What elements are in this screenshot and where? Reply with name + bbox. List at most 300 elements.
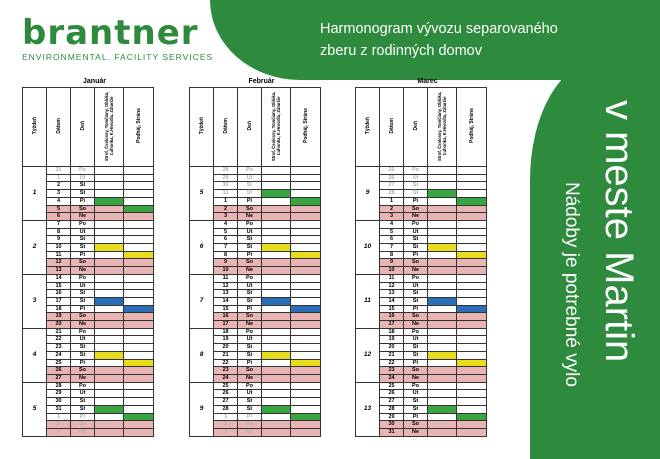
pickup-area-2 [124, 205, 154, 213]
day-cell: Po [238, 382, 262, 390]
date-cell: 2 [214, 421, 238, 429]
pickup-area-1 [428, 182, 457, 190]
date-cell: 26 [47, 367, 71, 375]
day-cell: Št [238, 244, 262, 252]
day-cell: Št [71, 244, 95, 252]
week-number: 9 [356, 167, 380, 221]
calendar-table [22, 87, 154, 437]
day-cell: Št [71, 351, 95, 359]
week-number: 7 [190, 274, 214, 328]
pickup-area-2 [291, 213, 321, 221]
column-day: Deň [71, 88, 95, 167]
day-cell: Ne [71, 374, 95, 382]
month-name: Február [248, 78, 275, 85]
week-number: 2 [23, 220, 47, 274]
day-cell: Ut [404, 174, 428, 182]
pickup-area-1 [262, 228, 291, 236]
day-cell: Po [404, 274, 428, 282]
date-cell: 15 [380, 305, 404, 313]
pickup-area-2 [457, 313, 487, 321]
day-cell: Ne [71, 428, 95, 436]
pickup-area-2 [457, 297, 487, 305]
date-cell: 7 [380, 244, 404, 252]
pickup-area-2 [457, 282, 487, 290]
date-cell: 30 [380, 421, 404, 429]
day-cell: Po [71, 382, 95, 390]
pickup-area-1 [262, 382, 291, 390]
pickup-area-1 [95, 305, 124, 313]
pickup-area-1 [428, 421, 457, 429]
date-cell: 31 [380, 428, 404, 436]
pickup-area-1 [95, 359, 124, 367]
date-cell: 4 [380, 220, 404, 228]
date-cell: 14 [380, 297, 404, 305]
pickup-area-1 [428, 244, 457, 252]
date-cell: 3 [214, 428, 238, 436]
column-date: Dátum [380, 88, 404, 167]
day-cell: Št [71, 405, 95, 413]
date-cell: 13 [380, 290, 404, 298]
pickup-area-1 [428, 267, 457, 275]
date-cell: 14 [47, 274, 71, 282]
date-cell: 26 [214, 390, 238, 398]
table-row [190, 274, 321, 282]
day-cell: Pi [238, 251, 262, 259]
day-cell: Pi [71, 359, 95, 367]
pickup-area-1 [95, 398, 124, 406]
pickup-area-2 [124, 182, 154, 190]
pickup-area-2 [457, 351, 487, 359]
date-cell: 15 [47, 282, 71, 290]
day-cell: Ut [404, 228, 428, 236]
month-name: Január [83, 78, 106, 85]
date-cell: 6 [47, 213, 71, 221]
day-cell: Po [404, 167, 428, 175]
title-line-1: Harmonogram vývozu separovaného [320, 21, 558, 37]
day-cell: Št [71, 297, 95, 305]
pickup-area-2 [457, 213, 487, 221]
day-cell: So [238, 205, 262, 213]
date-cell: 3 [47, 428, 71, 436]
calendar-table [189, 87, 321, 437]
day-cell: Št [238, 297, 262, 305]
date-cell: 8 [380, 251, 404, 259]
day-cell: Po [238, 274, 262, 282]
pickup-area-2 [124, 282, 154, 290]
day-cell: Št [404, 297, 428, 305]
pickup-area-2 [291, 344, 321, 352]
pickup-area-2 [291, 321, 321, 329]
pickup-area-1 [428, 336, 457, 344]
logo-tagline: ENVIRONMENTAL. FACILITY SERVICES [22, 52, 214, 62]
date-cell: 6 [380, 236, 404, 244]
pickup-area-2 [124, 274, 154, 282]
day-cell: Ut [71, 336, 95, 344]
day-cell: Pi [71, 305, 95, 313]
pickup-area-2 [124, 174, 154, 182]
pickup-area-2 [124, 251, 154, 259]
date-cell: 3 [214, 213, 238, 221]
pickup-area-2 [457, 428, 487, 436]
date-cell: 27 [47, 374, 71, 382]
pickup-area-2 [291, 190, 321, 198]
pickup-area-1 [262, 351, 291, 359]
date-cell: 29 [380, 413, 404, 421]
pickup-area-1 [428, 413, 457, 421]
pickup-area-2 [124, 297, 154, 305]
pickup-area-1 [95, 274, 124, 282]
pickup-area-2 [457, 205, 487, 213]
city-title: v meste Martin [597, 100, 641, 363]
date-cell: 17 [380, 321, 404, 329]
pickup-area-2 [291, 228, 321, 236]
pickup-area-2 [457, 182, 487, 190]
pickup-area-2 [291, 328, 321, 336]
day-cell: Ne [71, 267, 95, 275]
date-cell: 5 [214, 228, 238, 236]
day-cell: Po [71, 274, 95, 282]
day-cell: St [238, 398, 262, 406]
column-day: Deň [404, 88, 428, 167]
pickup-area-2 [124, 190, 154, 198]
pickup-area-2 [124, 382, 154, 390]
date-cell: 20 [47, 321, 71, 329]
day-cell: St [238, 344, 262, 352]
day-cell: Pi [238, 197, 262, 205]
week-number: 6 [190, 220, 214, 274]
pickup-area-2 [291, 351, 321, 359]
table-row [23, 274, 154, 282]
pickup-area-1 [428, 313, 457, 321]
pickup-area-1 [95, 382, 124, 390]
pickup-area-1 [262, 282, 291, 290]
page-title [320, 18, 620, 62]
date-cell: 11 [47, 251, 71, 259]
date-cell: 25 [380, 167, 404, 175]
pickup-area-1 [428, 197, 457, 205]
pickup-area-1 [95, 336, 124, 344]
pickup-area-1 [262, 190, 291, 198]
day-cell: Po [71, 220, 95, 228]
pickup-area-1 [262, 236, 291, 244]
day-cell: Št [71, 190, 95, 198]
pickup-area-1 [95, 282, 124, 290]
pickup-area-2 [124, 290, 154, 298]
pickup-area-1 [428, 220, 457, 228]
pickup-area-2 [457, 382, 487, 390]
date-cell: 26 [380, 390, 404, 398]
pickup-area-1 [95, 328, 124, 336]
week-number: 10 [356, 220, 380, 274]
pickup-area-2 [291, 282, 321, 290]
pickup-area-1 [262, 313, 291, 321]
pickup-area-2 [291, 428, 321, 436]
pickup-area-2 [457, 398, 487, 406]
pickup-area-2 [291, 274, 321, 282]
day-cell: Ne [238, 321, 262, 329]
pickup-area-2 [457, 390, 487, 398]
date-cell: 10 [380, 267, 404, 275]
column-day: Deň [238, 88, 262, 167]
pickup-area-2 [457, 328, 487, 336]
date-cell: 29 [214, 174, 238, 182]
date-cell: 5 [47, 205, 71, 213]
date-cell: 4 [47, 197, 71, 205]
day-cell: Št [404, 244, 428, 252]
date-cell: 13 [214, 290, 238, 298]
pickup-area-1 [262, 290, 291, 298]
pickup-area-1 [262, 182, 291, 190]
date-cell: 13 [47, 267, 71, 275]
pickup-area-1 [428, 205, 457, 213]
pickup-area-2 [457, 220, 487, 228]
day-cell: So [71, 205, 95, 213]
pickup-area-2 [291, 167, 321, 175]
date-cell: 6 [214, 236, 238, 244]
pickup-area-1 [428, 274, 457, 282]
date-cell: 30 [214, 182, 238, 190]
date-cell: 25 [214, 382, 238, 390]
pickup-area-1 [262, 328, 291, 336]
date-cell: 22 [380, 359, 404, 367]
day-cell: Ut [238, 336, 262, 344]
pickup-area-1 [95, 182, 124, 190]
pickup-area-1 [428, 405, 457, 413]
day-cell: Ne [404, 267, 428, 275]
day-cell: Pi [238, 359, 262, 367]
pickup-area-1 [95, 205, 124, 213]
column-area-2: Podháj, Stráne [291, 88, 321, 167]
date-cell: 3 [47, 190, 71, 198]
pickup-area-2 [457, 174, 487, 182]
pickup-area-2 [124, 344, 154, 352]
day-cell: So [404, 205, 428, 213]
pickup-area-2 [291, 305, 321, 313]
pickup-area-2 [291, 290, 321, 298]
pickup-area-2 [124, 197, 154, 205]
day-cell: Ne [404, 428, 428, 436]
pickup-area-2 [291, 367, 321, 375]
day-cell: Po [71, 328, 95, 336]
day-cell: Pi [404, 359, 428, 367]
day-cell: Ut [238, 282, 262, 290]
date-cell: 11 [380, 274, 404, 282]
date-cell: 23 [380, 367, 404, 375]
pickup-area-1 [428, 174, 457, 182]
pickup-area-2 [124, 220, 154, 228]
table-row [190, 328, 321, 336]
pickup-area-1 [428, 382, 457, 390]
pickup-area-1 [262, 374, 291, 382]
pickup-area-2 [291, 382, 321, 390]
pickup-area-1 [262, 428, 291, 436]
date-cell: 10 [47, 244, 71, 252]
pickup-area-2 [291, 297, 321, 305]
day-cell: Po [238, 167, 262, 175]
day-cell: So [238, 367, 262, 375]
day-cell: Št [404, 351, 428, 359]
pickup-area-1 [428, 167, 457, 175]
pickup-area-1 [95, 313, 124, 321]
pickup-area-1 [428, 297, 457, 305]
date-cell: 26 [380, 174, 404, 182]
day-cell: Pi [404, 251, 428, 259]
logo-name: brantner [22, 13, 199, 53]
day-cell: Št [238, 351, 262, 359]
pickup-area-2 [124, 374, 154, 382]
pickup-area-2 [457, 228, 487, 236]
week-number: 3 [23, 274, 47, 328]
date-cell: 27 [380, 182, 404, 190]
date-cell: 8 [214, 251, 238, 259]
date-cell: 8 [47, 228, 71, 236]
day-cell: So [71, 313, 95, 321]
pickup-area-2 [457, 413, 487, 421]
date-cell: 11 [214, 274, 238, 282]
pickup-area-2 [457, 290, 487, 298]
date-cell: 1 [214, 413, 238, 421]
pickup-area-2 [291, 413, 321, 421]
pickup-area-2 [124, 236, 154, 244]
table-row [23, 328, 154, 336]
week-number: 13 [356, 382, 380, 436]
date-cell: 23 [47, 344, 71, 352]
pickup-area-1 [262, 390, 291, 398]
pickup-area-2 [291, 182, 321, 190]
column-area-1: Strof, Čsolossy, Tomčiany, Oblúka, Ľuhonka, K.Hnezdla, Záturčie [262, 88, 291, 167]
pickup-area-1 [95, 190, 124, 198]
day-cell: St [238, 182, 262, 190]
date-cell: 16 [214, 313, 238, 321]
date-cell: 22 [47, 336, 71, 344]
column-week: Týždeň [23, 88, 47, 167]
pickup-area-1 [262, 244, 291, 252]
day-cell: St [71, 344, 95, 352]
pickup-area-2 [291, 374, 321, 382]
date-cell: 18 [380, 328, 404, 336]
pickup-area-2 [124, 405, 154, 413]
day-cell: Pi [404, 197, 428, 205]
date-cell: 19 [47, 313, 71, 321]
pickup-area-1 [95, 428, 124, 436]
day-cell: Ut [238, 390, 262, 398]
pickup-area-1 [95, 290, 124, 298]
week-number: 12 [356, 328, 380, 382]
date-cell: 21 [214, 351, 238, 359]
pickup-area-2 [124, 421, 154, 429]
pickup-area-1 [262, 297, 291, 305]
week-number: 9 [190, 382, 214, 436]
pickup-area-2 [291, 359, 321, 367]
pickup-area-1 [95, 367, 124, 375]
pickup-area-2 [291, 267, 321, 275]
day-cell: Ut [71, 390, 95, 398]
day-cell: Št [238, 190, 262, 198]
pickup-area-1 [262, 305, 291, 313]
pickup-area-2 [124, 367, 154, 375]
day-cell: St [71, 236, 95, 244]
pickup-area-2 [124, 213, 154, 221]
date-cell: 23 [214, 367, 238, 375]
pickup-area-1 [428, 351, 457, 359]
pickup-area-1 [262, 220, 291, 228]
date-cell: 28 [380, 190, 404, 198]
date-cell: 22 [214, 359, 238, 367]
pickup-area-2 [124, 428, 154, 436]
pickup-area-1 [95, 374, 124, 382]
day-cell: So [71, 259, 95, 267]
pickup-area-2 [124, 336, 154, 344]
pickup-area-2 [457, 367, 487, 375]
day-cell: Ne [238, 213, 262, 221]
pickup-area-1 [262, 167, 291, 175]
pickup-area-1 [95, 167, 124, 175]
date-cell: 5 [380, 228, 404, 236]
day-cell: So [238, 259, 262, 267]
table-row [190, 220, 321, 228]
date-cell: 19 [380, 336, 404, 344]
pickup-area-2 [291, 236, 321, 244]
day-cell: Ut [404, 336, 428, 344]
pickup-area-1 [95, 267, 124, 275]
date-cell: 31 [47, 405, 71, 413]
date-cell: 2 [214, 205, 238, 213]
pickup-area-1 [428, 367, 457, 375]
day-cell: So [238, 421, 262, 429]
date-cell: 10 [214, 267, 238, 275]
pickup-area-2 [291, 421, 321, 429]
pickup-area-2 [457, 421, 487, 429]
pickup-area-1 [95, 244, 124, 252]
pickup-area-1 [428, 290, 457, 298]
date-cell: 12 [380, 282, 404, 290]
day-cell: Št [404, 190, 428, 198]
pickup-area-2 [124, 359, 154, 367]
pickup-area-2 [291, 398, 321, 406]
table-row [23, 220, 154, 228]
pickup-area-1 [428, 236, 457, 244]
table-row [190, 167, 321, 175]
date-cell: 16 [47, 290, 71, 298]
day-cell: Pi [238, 413, 262, 421]
week-number: 5 [190, 167, 214, 221]
pickup-area-1 [95, 236, 124, 244]
date-cell: 27 [214, 398, 238, 406]
day-cell: Ne [238, 428, 262, 436]
side-note: Nádoby je potrebné vylo [561, 182, 582, 387]
day-cell: St [71, 182, 95, 190]
pickup-area-1 [95, 321, 124, 329]
pickup-area-1 [262, 344, 291, 352]
pickup-area-2 [291, 259, 321, 267]
column-area-2: Podháj, Stráne [124, 88, 154, 167]
table-row [23, 167, 154, 175]
date-cell: 7 [47, 220, 71, 228]
table-row [356, 382, 487, 390]
day-cell: Ut [71, 282, 95, 290]
pickup-area-1 [95, 228, 124, 236]
pickup-area-2 [124, 305, 154, 313]
pickup-area-2 [124, 390, 154, 398]
date-cell: 28 [380, 405, 404, 413]
day-cell: So [71, 367, 95, 375]
pickup-area-1 [262, 359, 291, 367]
week-number: 1 [23, 167, 47, 221]
day-cell: Ut [404, 282, 428, 290]
pickup-area-2 [291, 174, 321, 182]
day-cell: Pi [71, 251, 95, 259]
day-cell: Pi [71, 197, 95, 205]
